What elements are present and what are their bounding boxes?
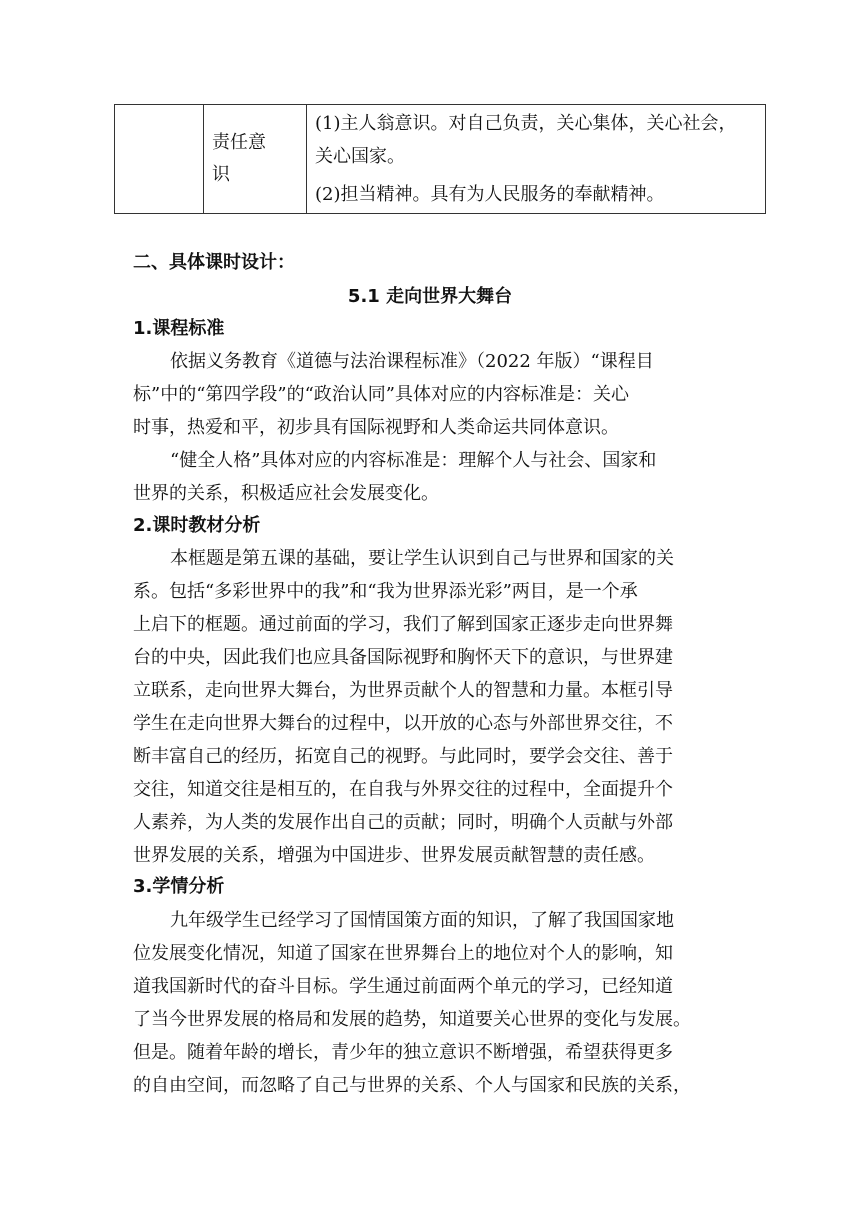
section-heading: 二、具体课时设计： [133, 252, 295, 273]
table-cell-empty [115, 105, 204, 214]
text-line: 世界发展的关系，增强为中国进步、世界发展贡献智慧的责任感。 [133, 845, 655, 866]
item-1-line: (1)主人翁意识。对自己负责，关心集体，关心社会， [315, 113, 737, 134]
content-cell [307, 105, 766, 214]
text-line: 交往，知道交往是相互的，在自我与外界交往的过程中，全面提升个 [133, 779, 673, 800]
text-line: 位发展变化情况，知道了国家在世界舞台上的地位对个人的影响，知 [133, 943, 673, 964]
text-line: 了当今世界发展的格局和发展的趋势，知道要关心世界的变化与发展。 [133, 1009, 691, 1030]
sec1-paragraph-2 [133, 444, 733, 510]
text-line: 系。包括“多彩世界中的我”和“我为世界添光彩”两目，是一个承 [133, 581, 638, 602]
row-label-line: 责任意 [212, 132, 266, 153]
lesson-title: 5.1 走向世界大舞台 [347, 286, 513, 307]
sec1-paragraph-1 [133, 345, 733, 444]
text-line: 学生在走向世界大舞台的过程中，以开放的心态与外部世界交往，不 [133, 713, 673, 734]
text-line: 立联系，走向世界大舞台，为世界贡献个人的智慧和力量。本框引导 [133, 680, 673, 701]
text-line: “健全人格”具体对应的内容标准是：理解个人与社会、国家和 [170, 450, 657, 471]
sec3-paragraph [133, 904, 733, 1102]
table-row [115, 105, 766, 214]
item-1-line: 关心国家。 [315, 146, 405, 167]
text-line: 台的中央，因此我们也应具备国际视野和胸怀天下的意识，与世界建 [133, 647, 673, 668]
row-label-line: 识 [212, 164, 230, 185]
sec1-title: 1.课程标准 [133, 318, 225, 339]
text-line: 道我国新时代的奋斗目标。学生通过前面两个单元的学习，已经知道 [133, 976, 673, 997]
item-1 [315, 107, 761, 173]
text-line: 九年级学生已经学习了国情国策方面的知识，了解了我国国家地 [170, 910, 674, 931]
sec2-title: 2.课时教材分析 [133, 515, 261, 536]
item-2: (2)担当精神。具有为人民服务的奉献精神。 [315, 184, 665, 205]
text-line: 世界的关系，积极适应社会发展变化。 [133, 483, 439, 504]
text-line: 的自由空间，而忽略了自己与世界的关系、个人与国家和民族的关系， [133, 1075, 691, 1096]
text-line: 断丰富自己的经历，拓宽自己的视野。与此同时，要学会交往、善于 [133, 746, 673, 767]
sec2-paragraph [133, 542, 733, 872]
text-line: 但是。随着年龄的增长，青少年的独立意识不断增强，希望获得更多 [133, 1042, 673, 1063]
text-line: 时事，热爱和平，初步具有国际视野和人类命运共同体意识。 [133, 417, 619, 438]
text-line: 标”中的“第四学段”的“政治认同”具体对应的内容标准是：关心 [133, 384, 630, 405]
text-line: 上启下的框题。通过前面的学习，我们了解到国家正逐步走向世界舞 [133, 614, 673, 635]
text-line: 依据义务教育《道德与法治课程标准》（2022 年版）“课程目 [170, 351, 654, 372]
row-label-cell [204, 105, 307, 214]
text-line: 人素养，为人类的发展作出自己的贡献；同时，明确个人贡献与外部 [133, 812, 673, 833]
text-line: 本框题是第五课的基础，要让学生认识到自己与世界和国家的关 [170, 548, 674, 569]
sec3-title: 3.学情分析 [133, 876, 225, 897]
continued-table [114, 104, 766, 214]
